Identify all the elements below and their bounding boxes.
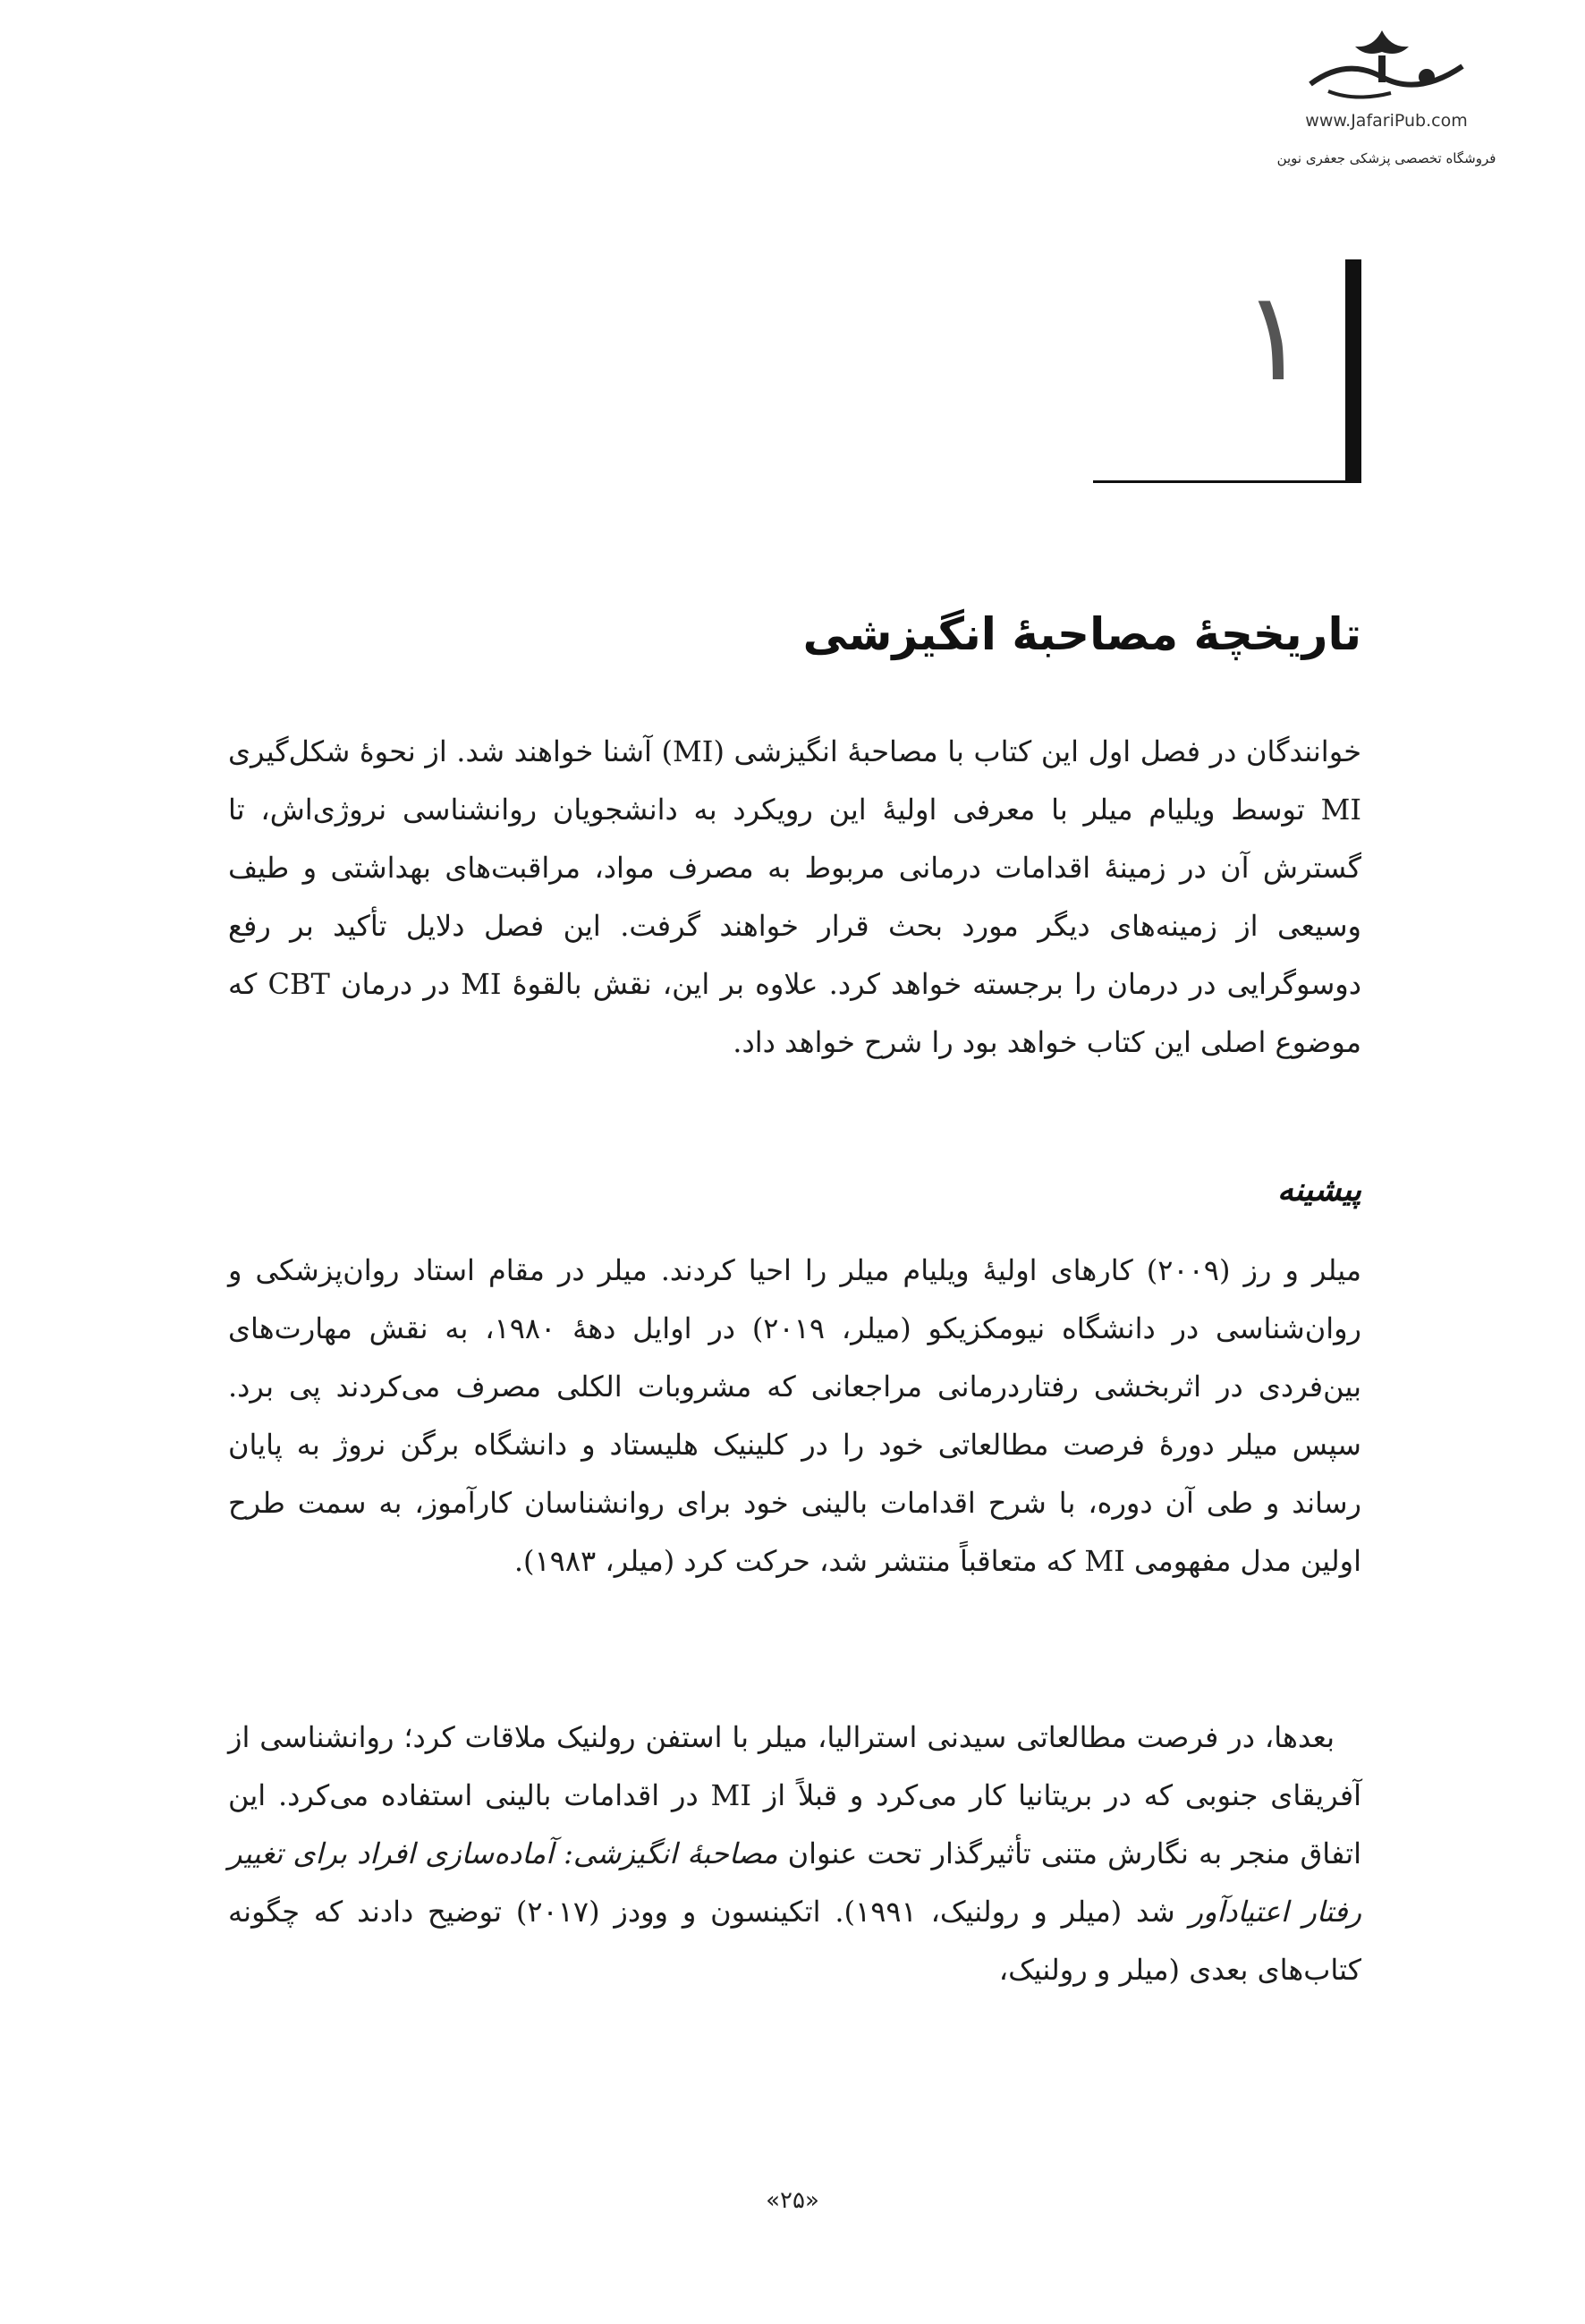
chapter-number: ۱ bbox=[1241, 265, 1308, 409]
body-paragraph-2-part1: بعدها، در فرصت مطالعاتی سیدنی استرالیا، میلر با استفن رولنیک ملاقات کرد؛ روانشناسی از آفریقای جنوبی که در بریتانیا کار می‌کرد و قبلاً از MI در اقدامات بالینی استفاده می‌کرد. این اتفاق منجر به نگارش متنی تأثیرگذار تحت عنوان bbox=[228, 1720, 1362, 1870]
intro-paragraph: خوانندگان در فصل اول این کتاب با مصاحبهٔ انگیزشی (MI) آشنا خواهند شد. از نحوهٔ شکل‌گیری MI توسط ویلیام میلر با معرفی اولیهٔ این رویکرد به دانشجویان روانشناسی نروژی‌اش، تا گسترش آن در زمینهٔ اقدامات درمانی مربوط به مصرف مواد، مراقبت‌های بهداشتی و طیف وسیعی از زمینه‌های دیگر مورد بحث قرار خواهند گرفت. این فصل دلایل تأکید بر رفع دوسوگرایی در درمان را برجسته خواهد کرد. علاوه بر این، نقش بالقوهٔ MI در درمان CBT که موضوع اصلی این کتاب خواهد بود را شرح خواهد داد. bbox=[228, 734, 1362, 1059]
body-paragraph-block-2 bbox=[228, 1709, 1361, 1999]
body-paragraph-2 bbox=[228, 1709, 1361, 1999]
publisher-logo bbox=[1252, 21, 1521, 166]
intro-paragraph-block bbox=[228, 723, 1361, 1072]
section-heading: پیشینه bbox=[1276, 1172, 1361, 1209]
chapter-marker bbox=[1093, 259, 1361, 483]
chapter-rule bbox=[1093, 480, 1361, 483]
publisher-url: www.JafariPub.com bbox=[1305, 111, 1468, 131]
publisher-caption: فروشگاه تخصصی پزشکی جعفری نوین bbox=[1276, 150, 1496, 166]
body-paragraph-1: میلر و رز (۲۰۰۹) کارهای اولیهٔ ویلیام میلر را احیا کردند. میلر در مقام استاد روان‌پزشکی و روان‌شناسی در دانشگاه نیومکزیکو (میلر، ۲۰۱۹) در اوایل دههٔ ۱۹۸۰، به نقش مهارت‌های بین‌فردی در اثربخشی رفتاردرمانی مراجعانی که مشروبات الکلی مصرف می‌کردند پی برد. سپس میلر دورهٔ فرصت مطالعاتی خود را در کلینیک هلیستاد و دانشگاه برگن نروژ به پایان رساند و طی آن دوره، با شرح اقدامات بالینی خود برای روانشناسان کارآموز، به سمت طرح اولین مدل مفهومی MI که متعاقباً منتشر شد، حرکت کرد (میلر، ۱۹۸۳). bbox=[228, 1253, 1362, 1578]
chapter-bar bbox=[1345, 259, 1361, 481]
page-number: «۲۵» bbox=[766, 2187, 819, 2214]
book-title-italic: مصاحبهٔ انگیزشی: آماده‌سازی افراد برای تغییر رفتار اعتیادآور bbox=[228, 1836, 1362, 1929]
body-paragraph-block-1 bbox=[228, 1242, 1361, 1590]
publisher-logo-icon bbox=[1293, 21, 1480, 107]
chapter-title: تاریخچهٔ مصاحبهٔ انگیزشی bbox=[802, 608, 1361, 660]
body-paragraph-2-part2: شد (میلر و رولنیک، ۱۹۹۱). اتکینسون و وودز (۲۰۱۷) توضیح دادند که چگونه کتاب‌های بعدی (میلر و رولنیک، bbox=[228, 1895, 1361, 1987]
